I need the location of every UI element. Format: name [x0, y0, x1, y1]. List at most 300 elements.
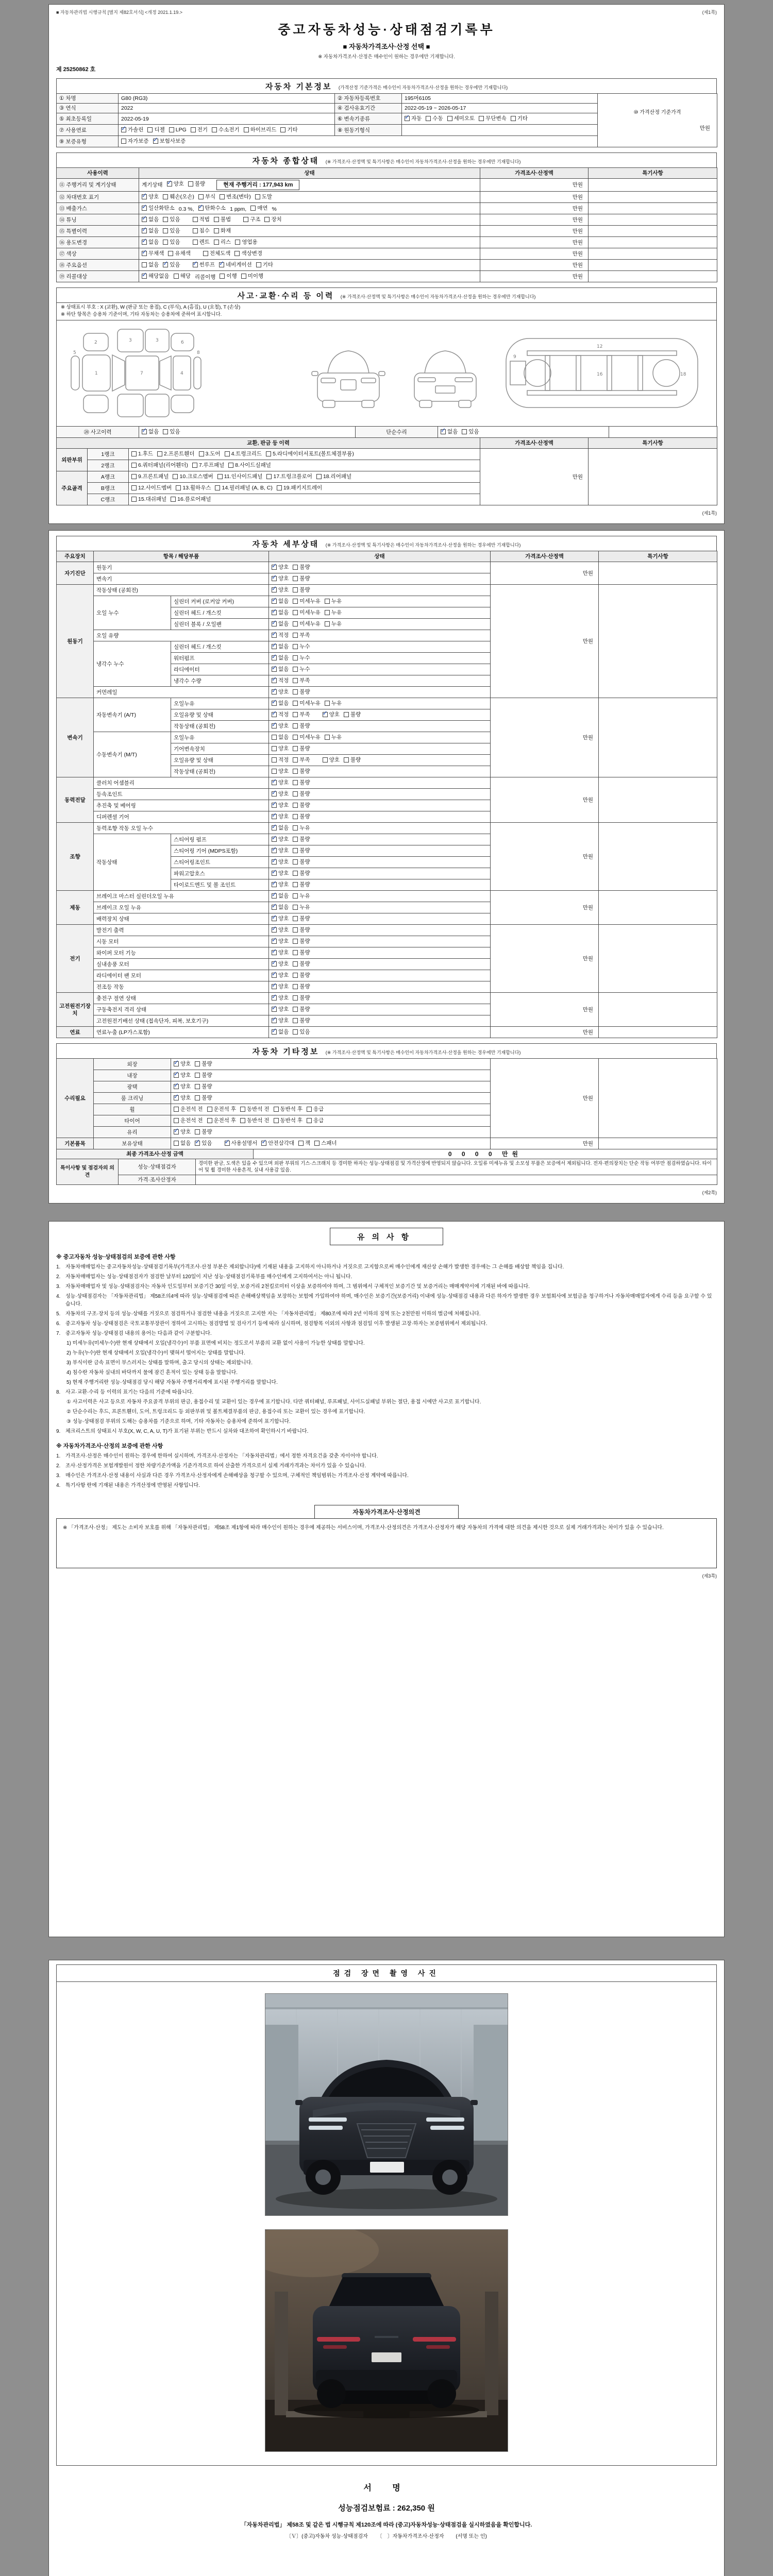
checkbox-box: [240, 1118, 245, 1123]
item-label: 내장: [94, 1070, 171, 1081]
accident-history-label: ⑳ 사고이력: [57, 427, 139, 438]
checkbox-box: [163, 217, 168, 222]
part-label: 워터펌프: [171, 653, 269, 664]
year-value: 2022: [119, 104, 335, 113]
checkbox-label: 자가보증: [128, 138, 149, 144]
checkbox-unchecked: [293, 824, 310, 832]
price-cell: 만원: [480, 226, 589, 237]
state-cell: [269, 879, 491, 891]
checkbox-label: 양호: [148, 194, 159, 200]
notice-text: 체크리스트의 상태표시 부호(X, W, C, A, U, T)가 표기된 부위는 반드시 실차와 대조하여 확인하시기 바랍니다.: [65, 1429, 309, 1434]
notice-item: [56, 1452, 717, 1460]
checkbox-checked: [272, 904, 289, 911]
reg-no-value: 195머6105: [402, 94, 598, 104]
checkbox-unchecked: [293, 700, 321, 707]
checkbox-label: 양호: [278, 972, 289, 978]
checkbox-checked: [272, 779, 289, 786]
checkbox-unchecked: [174, 1117, 203, 1124]
photo-section-title: 점검 장면 촬영 사진: [56, 1964, 717, 1982]
state-cell: [269, 766, 491, 777]
checkbox-box: [293, 837, 298, 842]
checkbox-label: 18.리어패널: [323, 473, 352, 480]
checkbox-label: 디젤: [154, 127, 165, 133]
checkbox-unchecked: [462, 428, 479, 435]
checkbox-box: [199, 451, 204, 456]
item-label: 휠: [94, 1104, 171, 1115]
transmission-label: ⑥ 변속기종류: [335, 113, 402, 125]
checkbox-label: 누유: [331, 700, 342, 706]
state-cell: [269, 857, 491, 868]
item-label: 자동변속기 (A/T): [94, 698, 171, 732]
item-label: 외장: [94, 1059, 171, 1070]
table-row: [57, 192, 717, 203]
checkbox-label: 있음: [170, 239, 180, 245]
device-group-label: 제동: [57, 891, 94, 925]
checkbox-checked: [272, 994, 289, 1002]
checkbox-box: [314, 1141, 320, 1146]
price-cell: 만원: [491, 925, 599, 993]
checkbox-label: 하이브리드: [250, 127, 277, 133]
checkbox-unchecked: [293, 666, 310, 673]
checkbox-label: 없음: [148, 216, 159, 223]
checkbox-box: [272, 837, 277, 842]
checkbox-box: [277, 485, 282, 490]
state-cell: [171, 1115, 491, 1127]
checkbox-unchecked: [307, 1106, 324, 1113]
checkbox-label: 2.프론트휀더: [164, 451, 195, 457]
checkbox-unchecked: [426, 115, 443, 122]
state-cell: [139, 214, 480, 226]
checkbox-checked: [272, 643, 289, 650]
inspection-value: 2022-05-19 ~ 2026-05-17: [402, 104, 598, 113]
base-price-label: ⑩ 가격산정 기준가격: [633, 109, 681, 115]
state-cell: [269, 823, 491, 834]
checkbox-checked: [163, 261, 180, 268]
notice-text: 4) 침수란 자동차 실내의 바닥까지 물에 잠긴 흔적이 있는 상태 등을 말합니다.: [66, 1370, 238, 1376]
checkbox-unchecked: [293, 790, 310, 798]
checkbox-box: [293, 882, 298, 887]
notice-item: [66, 1340, 717, 1347]
checkbox-label: 미세누유: [299, 621, 321, 627]
checkbox-box: [293, 995, 298, 1001]
checkbox-box: [214, 228, 219, 233]
checkbox-box: [169, 127, 174, 132]
checkbox-label: 양호: [278, 916, 289, 922]
checkbox-label: 없음: [278, 1029, 289, 1035]
checkbox-box: [293, 984, 298, 989]
checkbox-label: 불량: [299, 791, 310, 797]
checkbox-label: 수소전기: [219, 127, 240, 133]
rank-label: 2랭크: [88, 460, 129, 471]
notice-text: 자동차매매업자는 중고자동차성능·상태점검기록부(가격조사·산정 부분은 제외합니다)에 기재된 내용을 고지하지 아니하거나 거짓으로 고지함으로써 매수인에게 재산상 손해가 발생한 경우에는 그 손해를 배상할 책임을 집니다.: [65, 1264, 564, 1270]
checkbox-label: 미세누유: [299, 598, 321, 604]
checkbox-label: 없음: [447, 429, 458, 435]
price-cell: 만원: [491, 1059, 599, 1138]
checkbox-box: [325, 735, 330, 740]
checkbox-unchecked: [293, 564, 310, 571]
row-label: ⑭ 튜닝: [57, 214, 139, 226]
item-label: 구동축전지 격리 상태: [94, 1004, 269, 1015]
checkbox-box: [174, 1141, 179, 1146]
checkbox-box: [293, 803, 298, 808]
checkbox-label: 불량: [350, 757, 361, 763]
base-price-cell: [598, 94, 717, 147]
checkbox-label: 양호: [329, 757, 340, 763]
checkbox-box: [272, 576, 277, 581]
checkbox-box: [272, 1007, 277, 1012]
checkbox-box: [293, 939, 298, 944]
state-text: 리콜이행: [194, 274, 216, 280]
device-group-label: 변속기: [57, 698, 94, 777]
opinion-section-label: 특이사항 및 점검자의 의견: [57, 1159, 119, 1185]
notice-text: 2) 누유(누수)란 현재 상태에서 오일(냉각수)이 맺혀서 떨어지는 상태를 말합니다.: [66, 1350, 245, 1356]
detail-row: [57, 993, 717, 1004]
notice-item: [66, 1349, 717, 1357]
checkbox-box: [272, 712, 277, 717]
checkbox-label: 부족: [299, 677, 310, 684]
checkbox-box: [193, 240, 198, 245]
checkbox-box: [167, 181, 172, 187]
part-label: 오일누유: [171, 732, 269, 743]
checkbox-box: [293, 825, 298, 831]
part-label: 스티어링조인트: [171, 857, 269, 868]
price-cell: 만원: [491, 993, 599, 1027]
item-label: 수동변속기 (M/T): [94, 732, 171, 777]
checkbox-label: 누유: [331, 621, 342, 627]
checkbox-label: 양호: [278, 587, 289, 593]
checkbox-label: 불량: [299, 938, 310, 944]
note-cell: [599, 777, 717, 823]
device-group-label: 자기진단: [57, 562, 94, 585]
checkbox-label: 양호: [278, 961, 289, 967]
checkbox-unchecked: [198, 193, 215, 200]
etc-row: [57, 1059, 717, 1070]
checkbox-label: 양호: [278, 1006, 289, 1012]
checkbox-unchecked: [240, 1117, 270, 1124]
state-cell: [269, 834, 491, 845]
note-cell: [599, 925, 717, 993]
checkbox-box: [214, 240, 219, 245]
checkbox-label: 리스: [220, 239, 231, 245]
checkbox-label: 양호: [278, 768, 289, 774]
table-row: [57, 237, 717, 248]
checkbox-box: [272, 825, 277, 831]
detail-row: [57, 585, 717, 596]
note-cell: [599, 823, 717, 891]
etc-group-label: 수리필요: [57, 1059, 94, 1138]
checkbox-label: 11.인사이드패널: [224, 473, 263, 480]
checkbox-box: [293, 1007, 298, 1012]
checkbox-box: [225, 451, 230, 456]
note-cell: [599, 993, 717, 1027]
state-cell: [139, 179, 480, 192]
state-cell: [139, 237, 480, 248]
checkbox-checked: [272, 926, 289, 934]
checkbox-label: 없음: [278, 734, 289, 740]
table-row: [57, 1159, 717, 1175]
item-label: 브레이크 오일 누유: [94, 902, 269, 913]
checkbox-unchecked: [176, 484, 211, 492]
checkbox-label: 가솔린: [128, 127, 144, 133]
checkbox-label: 적정: [278, 711, 289, 718]
svg-text:4: 4: [180, 371, 184, 376]
checkbox-label: 도말: [261, 194, 273, 200]
checkbox-box: [272, 769, 277, 774]
price-cell: 만원: [480, 449, 589, 505]
checkbox-label: 양호: [278, 575, 289, 582]
notice-number: 1.: [56, 1264, 61, 1270]
checkbox-unchecked: [293, 575, 310, 582]
checkbox-checked: [272, 847, 289, 854]
final-price-table: [56, 1149, 717, 1159]
checkbox-label: 적정: [278, 757, 289, 763]
item-label: 동력조향 작동 오일 누수: [94, 823, 269, 834]
checkbox-unchecked: [274, 1106, 303, 1113]
table-row: [57, 94, 717, 104]
notice-item: [56, 1428, 717, 1435]
checkbox-box: [272, 701, 277, 706]
inspection-photo-front: [265, 1993, 508, 2216]
insurance-fee: 성능점검보험료 : 262,350 원: [338, 2504, 435, 2513]
checkbox-box: [272, 678, 277, 683]
item-label: 광택: [94, 1081, 171, 1093]
page-footer-marker: (제3쪽): [702, 1573, 717, 1579]
checkbox-unchecked: [192, 462, 224, 469]
checkbox-checked: [142, 428, 159, 435]
notice-number: 2.: [56, 1274, 61, 1280]
checkbox-box: [168, 251, 173, 256]
checkbox-unchecked: [293, 632, 310, 639]
row-label: ⑯ 용도변경: [57, 237, 139, 248]
checkbox-unchecked: [264, 216, 281, 223]
checkbox-label: 불량: [299, 995, 310, 1001]
svg-text:6: 6: [181, 340, 184, 345]
checkbox-label: 없음: [278, 666, 289, 672]
checkbox-label: 있음: [468, 429, 479, 435]
svg-text:8: 8: [197, 350, 200, 355]
item-label: 클러치 어셈블리: [94, 777, 269, 789]
item-label: 고전원전기배선 상태 (접속단자, 피복, 보호기구): [94, 1015, 269, 1027]
checkbox-label: 있음: [170, 228, 180, 234]
checkbox-box: [325, 599, 330, 604]
checkbox-unchecked: [225, 450, 262, 457]
checkbox-label: 유채색: [175, 250, 191, 257]
exchange-row: [57, 449, 717, 460]
checkbox-box: [142, 206, 147, 211]
checkbox-checked: [174, 1072, 191, 1079]
appraiser-opinion-text: [196, 1175, 717, 1185]
checkbox-label: 누수: [299, 666, 310, 672]
checkbox-box: [131, 485, 137, 490]
checkbox-box: [274, 1118, 279, 1123]
checkbox-box: [426, 116, 431, 121]
item-label: 원동기: [94, 562, 269, 573]
document-title: 중고자동차성능·상태점검기록부: [278, 23, 495, 37]
checkbox-label: 5.라디에이터서포트(볼트체결부품): [273, 451, 354, 457]
legal-confirmation-line: 「자동차관리법」 제58조 및 같은 법 시행규칙 제120조에 따라 (중고)자동차성능·상태점검을 실시하였음을 확인합니다.: [241, 2522, 532, 2528]
item-label: 룸 크리닝: [94, 1093, 171, 1104]
diagram-exterior-butterfly-icon: [68, 324, 295, 422]
checkbox-label: 없음: [180, 1140, 191, 1146]
checkbox-label: 매연: [257, 205, 268, 211]
checkbox-unchecked: [316, 473, 351, 480]
checkbox-unchecked: [293, 915, 310, 922]
item-label: 커먼레일: [94, 687, 269, 698]
checkbox-checked: [272, 790, 289, 798]
document-stage: [0, 4, 773, 2576]
part-label: 타이로드엔드 및 볼 조인트: [171, 879, 269, 891]
notices-body: [56, 1252, 717, 1489]
checkbox-unchecked: [293, 1017, 310, 1024]
checkbox-box: [193, 217, 198, 222]
checkbox-label: 양호: [180, 1061, 191, 1067]
checkbox-checked: [323, 711, 340, 718]
checkbox-box: [131, 474, 137, 479]
table-row: [57, 248, 717, 260]
checkbox-label: 기타: [517, 115, 528, 122]
notice-number: 4.: [56, 1294, 61, 1299]
checkbox-box: [234, 251, 240, 256]
checkbox-box: [142, 251, 147, 256]
checkbox-unchecked: [293, 756, 310, 764]
state-cell: [269, 675, 491, 687]
checkbox-box: [212, 127, 217, 132]
checkbox-unchecked: [293, 847, 310, 854]
checkbox-unchecked: [266, 450, 354, 457]
notice-text: 중고자동차 성능·상태점검은 국토교통부장관이 정하여 고시하는 점검방법 및 검사기기 등에 따라 실시하며, 점검항목 이외의 사항과 점검일 이후 발생된 고장·하자는 보증범위에서 제외됩니다.: [65, 1321, 488, 1327]
state-text: 계기상태: [142, 182, 163, 188]
accident-history-table: [56, 426, 717, 438]
checkbox-label: 양호: [329, 711, 340, 718]
document-number: 제 25250862 호: [56, 66, 96, 73]
checkbox-label: 불량: [299, 575, 310, 582]
checkbox-label: 자동: [411, 115, 422, 122]
checkbox-checked: [142, 227, 159, 234]
notice-item: [66, 1379, 717, 1386]
checkbox-box: [225, 1141, 230, 1146]
checkbox-label: 있음: [170, 262, 180, 268]
notice-number: 8.: [56, 1389, 61, 1395]
checkbox-box: [193, 228, 198, 233]
checkbox-label: 불량: [299, 689, 310, 695]
checkbox-label: 운전석 후: [213, 1106, 236, 1112]
checkbox-unchecked: [277, 484, 322, 492]
checkbox-unchecked: [314, 1140, 337, 1147]
checkbox-label: 미세누유: [299, 734, 321, 740]
checkbox-box: [274, 1107, 279, 1112]
state-cell: [139, 260, 480, 271]
checkbox-unchecked: [272, 756, 289, 764]
valuation-opinion-box: [56, 1518, 717, 1568]
checkbox-label: 침수: [199, 228, 210, 234]
inspection-photo-rear: [265, 2229, 508, 2452]
checkbox-checked: [225, 1140, 258, 1147]
checkbox-unchecked: [244, 126, 277, 133]
checkbox-box: [272, 644, 277, 649]
table-row: [57, 214, 717, 226]
checkbox-unchecked: [293, 802, 310, 809]
notice-text: 자동차매매업자는 성능·상태점검자가 점검한 날부터 120일이 지난 성능·상태점검기록부를 매수인에게 고지하여서는 아니 됩니다.: [65, 1274, 352, 1280]
notice-item: [56, 1293, 717, 1308]
rank-items: [129, 449, 480, 460]
checkbox-label: 불량: [299, 723, 310, 729]
checkbox-unchecked: [280, 126, 297, 133]
checkbox-checked: [174, 1060, 191, 1067]
checkbox-label: 불량: [299, 814, 310, 820]
checkbox-checked: [261, 1140, 294, 1147]
checkbox-label: 불량: [350, 711, 361, 718]
checkbox-unchecked: [293, 734, 321, 741]
checkbox-box: [293, 565, 298, 570]
checkbox-unchecked: [121, 138, 149, 145]
checkbox-box: [293, 599, 298, 604]
state-cell: [269, 811, 491, 823]
checkbox-checked: [272, 620, 289, 628]
checkbox-label: 불량: [299, 916, 310, 922]
photo-rear-svg: [265, 2230, 508, 2451]
checkbox-label: 썬루프: [199, 262, 215, 268]
checkbox-unchecked: [212, 126, 240, 133]
checkbox-box: [142, 262, 147, 267]
section-title: 자동차 기본정보: [265, 82, 332, 91]
checkbox-label: 없음: [278, 655, 289, 661]
checkbox-label: 없음: [278, 825, 289, 831]
state-cell: [269, 585, 491, 596]
checkbox-unchecked: [241, 273, 263, 280]
svg-text:1: 1: [95, 371, 98, 376]
checkbox-box: [264, 217, 270, 222]
checkbox-label: 불량: [299, 859, 310, 865]
state-cell: [171, 1138, 491, 1149]
checkbox-label: 운전석 전: [180, 1106, 203, 1112]
checkbox-box: [272, 791, 277, 796]
car-diagram-area: [56, 320, 717, 427]
checkbox-checked: [174, 1094, 191, 1101]
price-cell: 만원: [491, 777, 599, 823]
svg-text:3: 3: [156, 338, 159, 343]
state-cell: [269, 1015, 491, 1027]
checkbox-unchecked: [199, 450, 221, 457]
checkbox-unchecked: [163, 227, 180, 234]
checkbox-unchecked: [293, 768, 310, 775]
checkbox-box: [266, 474, 272, 479]
checkbox-label: 없음: [278, 643, 289, 650]
checkbox-box: [250, 206, 256, 211]
checkbox-label: 없음: [148, 429, 159, 435]
checkbox-unchecked: [215, 484, 272, 492]
section-accident-history: [56, 287, 717, 303]
checkbox-unchecked: [266, 473, 312, 480]
checkbox-label: LPG: [175, 127, 187, 133]
checkbox-label: 해당없음: [148, 273, 170, 279]
checkbox-label: 불량: [299, 961, 310, 967]
checkbox-unchecked: [298, 1140, 310, 1147]
notice-item: [66, 1398, 717, 1406]
col-item-part: 항목 / 해당부품: [94, 551, 269, 562]
state-cell: [269, 936, 491, 947]
svg-text:7: 7: [140, 371, 144, 376]
checkbox-checked: [272, 666, 289, 673]
checkbox-box: [195, 1061, 200, 1066]
checkbox-label: 15.대쉬패널: [138, 496, 167, 502]
checkbox-label: 탄화수소: [205, 205, 226, 211]
checkbox-box: [198, 194, 204, 199]
notice-text: 가격조사·산정은 매수인이 원하는 경우에 한하여 실시하며, 가격조사·산정자는 「자동차관리법」에서 정한 자격요건을 갖춘 자이어야 합니다.: [65, 1453, 378, 1459]
checkbox-label: 부식: [205, 194, 216, 200]
warranty-options: [119, 136, 598, 147]
page-marker: (제1쪽): [702, 10, 717, 15]
state-cell: [171, 1127, 491, 1138]
